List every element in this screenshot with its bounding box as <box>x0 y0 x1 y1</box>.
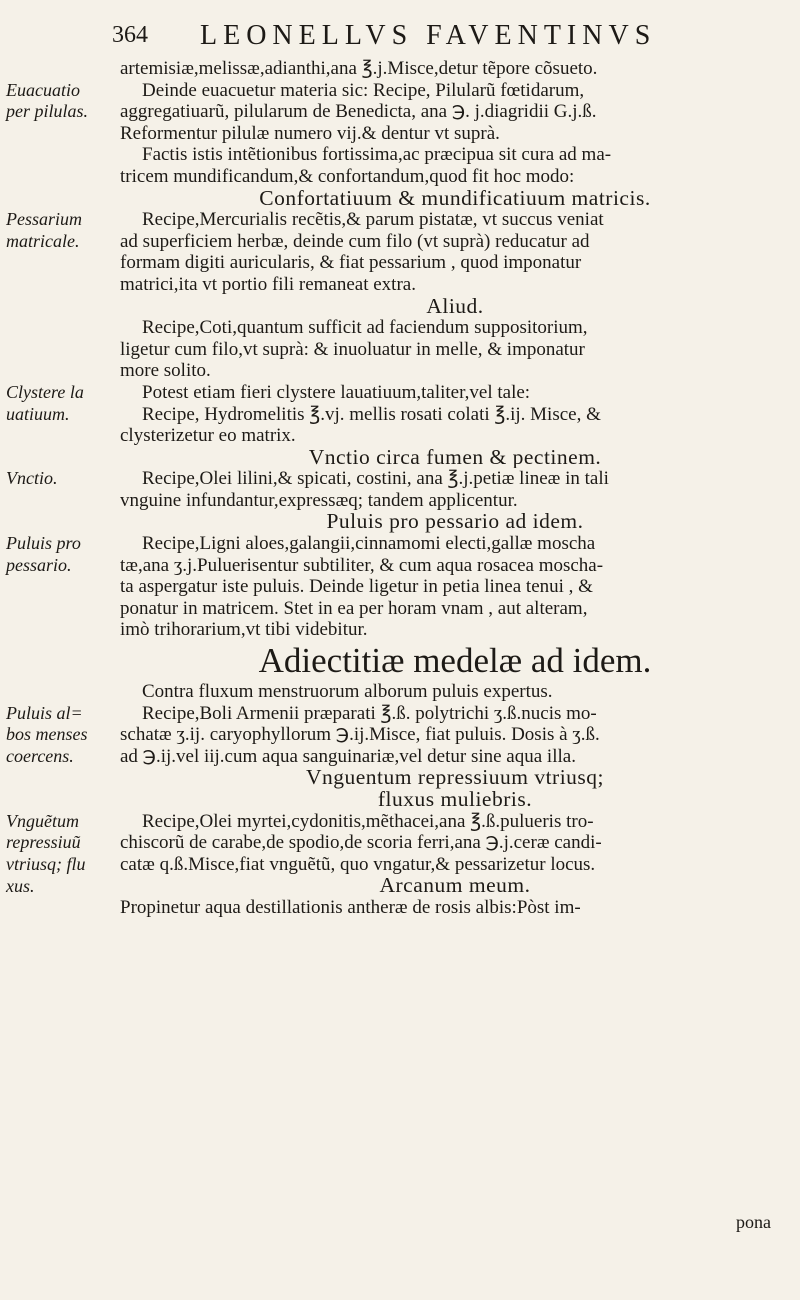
text-body <box>120 58 790 919</box>
text-line: catæ q.ß.Misce,fiat vnguẽtũ, quo vngatur,& pessarizetur locus. <box>120 853 596 875</box>
margin-note <box>6 533 81 576</box>
text-line: ta aspergatur iste puluis. Deinde ligetur in petia linea tenui , & <box>120 576 593 598</box>
margin-note <box>6 811 86 897</box>
text-line: ad ℈.ij.vel iij.cum aqua sanguinariæ,vel detur sine aqua illa. <box>120 745 576 767</box>
text-line: Factis istis intẽtionibus fortissima,ac præcipua sit cura ad ma- <box>142 144 612 166</box>
text-line: matrici,ita vt portio fili remaneat extra. <box>120 273 416 295</box>
margin-note <box>6 468 58 490</box>
text-line: ad superficiem herbæ, deinde cum filo (vt suprà) reducatur ad <box>120 230 590 252</box>
text-line: chiscorũ de carabe,de spodio,de scoria ferri,ana ℈.j.ceræ candi- <box>120 832 602 854</box>
margin-note-line: uatiuum. <box>6 403 70 424</box>
text-line: tricem mundificandum,& confortandum,quod fit hoc modo: <box>120 165 575 187</box>
text-line: clysterizetur eo matrix. <box>120 425 296 447</box>
text-line: Recipe,Mercurialis recẽtis,& parum pistatæ, vt succus veniat <box>142 209 604 231</box>
margin-note-line: Euacuatio <box>6 79 80 100</box>
text-line: Potest etiam fieri clystere lauatiuum,taliter,vel tale: <box>142 381 531 403</box>
text-line: vnguine infundantur,expressæq; tandem applicentur. <box>120 489 518 511</box>
margin-note <box>6 382 84 425</box>
text-line: Contra fluxum menstruorum alborum puluis expertus. <box>142 681 553 703</box>
margin-note-line: Puluis pro <box>6 533 81 554</box>
running-head: LEONELLVS FAVENTINVS <box>200 20 657 51</box>
section-heading: Vnctio circa fumen & pectinem. <box>308 446 602 469</box>
margin-note-line: coercens. <box>6 745 74 766</box>
margin-note <box>6 209 82 252</box>
margin-note <box>6 80 88 123</box>
text-line: Propinetur aqua destillationis antheræ de rosis albis:Pòst im- <box>120 896 581 918</box>
text-line: Recipe,Ligni aloes,galangii,cinnamomi electi,gallæ moscha <box>142 533 596 555</box>
text-line: Recipe,Boli Armenii præparati ℥.ß. polytrichi ʒ.ß.nucis mo- <box>142 702 597 724</box>
text-line: Reformentur pilulæ numero vij.& dentur vt suprà. <box>120 122 500 144</box>
text-line: ponatur in matricem. Stet in ea per horam vnam , aut alteram, <box>120 597 588 619</box>
text-line: Recipe, Hydromelitis ℥.vj. mellis rosati colati ℥.ij. Misce, & <box>142 403 601 425</box>
margin-note-line: Vnguẽtum <box>6 810 79 831</box>
margin-note-line: Pessarium <box>6 209 82 230</box>
text-line: artemisiæ,melissæ,adianthi,ana ℥.j.Misce,detur tẽpore cõsueto. <box>120 58 598 79</box>
section-heading: Arcanum meum. <box>379 875 531 897</box>
text-line: Recipe,Coti,quantum sufficit ad faciendum suppositorium, <box>142 317 588 339</box>
margin-note <box>6 703 88 768</box>
text-line: ligetur cum filo,vt suprà: & inuoluatur in melle, & imponatur <box>120 338 585 360</box>
margin-note-line: vtriusq; flu <box>6 853 86 874</box>
margin-note-line: pessario. <box>6 554 72 575</box>
text-line: Deinde euacuetur materia sic: Recipe, Pilularũ fœtidarum, <box>142 79 585 101</box>
section-heading: fluxus muliebris. <box>377 789 533 811</box>
section-heading: Vnguentum repressiuum vtriusq; <box>305 767 605 789</box>
text-line: aggregatiuarũ, pilularum de Benedicta, ana ℈. j.diagridii G.j.ß. <box>120 101 597 123</box>
page-number: 364 <box>112 22 148 48</box>
section-heading: Aliud. <box>426 295 484 318</box>
margin-note-line: Clystere la <box>6 382 84 402</box>
page-header <box>112 20 732 50</box>
margin-note-line: Puluis al= <box>6 702 83 723</box>
text-line: imò trihorarium,vt tibi videbitur. <box>120 619 368 641</box>
text-line: formam digiti auricularis, & fiat pessarium , quod imponatur <box>120 252 582 274</box>
margin-note-line: xus. <box>6 875 35 896</box>
margin-note-line: per pilulas. <box>6 101 89 122</box>
margin-note-line: bos menses <box>6 724 88 745</box>
text-line: tæ,ana ʒ.j.Puluerisentur subtiliter, & cum aqua rosacea moscha- <box>120 554 604 576</box>
text-line: more solito. <box>120 360 211 382</box>
text-line: Recipe,Olei myrtei,cydonitis,mẽthacei,ana ℥.ß.pulueris tro- <box>142 810 594 832</box>
section-heading: Adiectitiæ medelæ ad idem. <box>258 641 652 681</box>
text-line: schatæ ʒ.ij. caryophyllorum ℈.ij.Misce, fiat puluis. Dosis à ʒ.ß. <box>120 724 600 746</box>
section-heading: Confortatiuum & mundificatiuum matricis. <box>259 187 651 210</box>
margin-note-line: Vnctio. <box>6 468 58 489</box>
margin-note-line: matricale. <box>6 230 80 251</box>
text-line: Recipe,Olei lilini,& spicati, costini, ana ℥.j.petiæ lineæ in tali <box>142 468 609 490</box>
section-heading: Puluis pro pessario ad idem. <box>326 511 584 534</box>
margin-note-line: repressiuũ <box>6 832 81 853</box>
catchword: pona <box>736 1212 771 1232</box>
